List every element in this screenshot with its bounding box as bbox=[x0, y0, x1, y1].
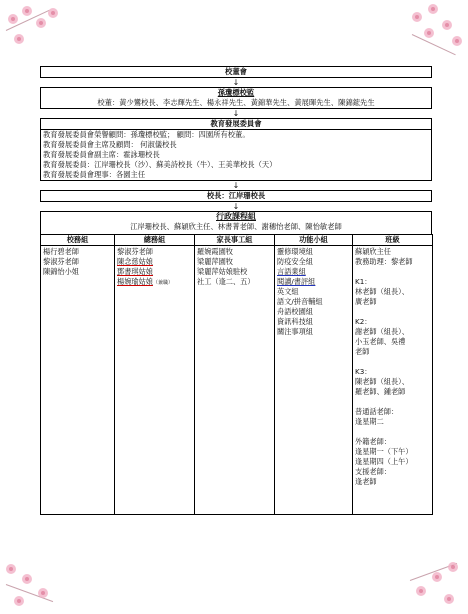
floral-decoration-top-right bbox=[398, 0, 468, 70]
member-name: 陳念慈姑娘 bbox=[117, 257, 153, 266]
class-line bbox=[355, 307, 430, 317]
admin-members: 江岸珊校長、蘇穎欣主任、林書菁老師、謝穗怡老師、陳怡敏老師 bbox=[130, 222, 342, 231]
function-groups-cell bbox=[275, 246, 353, 515]
group-header: 總務組 bbox=[115, 235, 195, 246]
class-line: 林老師（組長）、 bbox=[355, 287, 409, 296]
function-group: 閱讀/書評組 bbox=[277, 277, 316, 286]
class-line: 逢星期四（上午） bbox=[355, 457, 413, 466]
down-arrow-icon: ↓ bbox=[232, 181, 240, 190]
class-line: 普通話老師： bbox=[355, 407, 399, 416]
member-name: 黎淑芬老師 bbox=[117, 247, 153, 256]
admin-title: 行政課程組 bbox=[216, 212, 256, 221]
group-header: 校務組 bbox=[41, 235, 115, 246]
class-line bbox=[355, 397, 430, 407]
class-line: 廣老師 bbox=[355, 297, 377, 306]
function-group: 靈修環境組 bbox=[277, 247, 313, 256]
class-line: 外籍老師： bbox=[355, 437, 391, 446]
class-line: 支援老師： bbox=[355, 467, 391, 476]
floral-decoration-bottom-right bbox=[398, 550, 468, 614]
general-affairs-cell bbox=[115, 246, 195, 515]
group-header: 功能小組 bbox=[275, 235, 353, 246]
function-group: 言語業組 bbox=[277, 267, 306, 276]
principal-box bbox=[40, 190, 432, 202]
org-chart bbox=[40, 66, 432, 515]
supervisor-title: 孫瓊標校監 bbox=[217, 88, 255, 97]
member-name: 社工（逢二、五） bbox=[197, 277, 255, 286]
member-name: 梁麗萍姑娘駐校 bbox=[197, 267, 248, 276]
function-group: 舟語校園組 bbox=[277, 307, 313, 316]
group-header: 家長事工組 bbox=[195, 235, 275, 246]
class-line: K3： bbox=[355, 367, 372, 376]
committee-line: 教育發展委員會理事：各園主任 bbox=[43, 170, 146, 179]
floral-decoration-bottom-left bbox=[0, 550, 70, 614]
member-name: 鄧書琪姑娘 bbox=[117, 267, 153, 276]
school-affairs-cell bbox=[41, 246, 115, 515]
floral-decoration-top-left bbox=[0, 0, 70, 70]
supervisor-box bbox=[40, 87, 432, 109]
group-header: 班級 bbox=[353, 235, 433, 246]
class-line: 逢星期一（下午） bbox=[355, 447, 413, 456]
class-line: 陳老師（組長）、 bbox=[355, 377, 409, 386]
function-group: 關注事項組 bbox=[277, 327, 313, 336]
class-line: K1： bbox=[355, 277, 372, 286]
member-name: 梁麗萍園牧 bbox=[197, 257, 233, 266]
supervisor-members: 校董：黃少鸞校長、李志輝先生、楊永祥先生、黃錦華先生、黃展暉先生、陳錦鋐先生 bbox=[97, 98, 375, 107]
board-title: 校董會 bbox=[225, 67, 247, 76]
board-box bbox=[40, 66, 432, 78]
member-name: 楊行碧老師 bbox=[43, 247, 79, 256]
member-name: 陳錦怡小姐 bbox=[43, 267, 79, 276]
down-arrow-icon: ↓ bbox=[232, 109, 240, 118]
class-line: 老師 bbox=[355, 347, 370, 356]
class-line: 逢老師 bbox=[355, 477, 377, 486]
class-line: K2： bbox=[355, 317, 372, 326]
member-name: 羅婉霞園牧 bbox=[197, 247, 233, 256]
function-group: 資訊科技組 bbox=[277, 317, 313, 326]
class-line: 謝老師（組長）、 bbox=[355, 327, 409, 336]
class-line: 逢星期二 bbox=[355, 417, 384, 426]
function-group: 英文組 bbox=[277, 287, 299, 296]
class-line: 羅老師、鍾老師 bbox=[355, 387, 406, 396]
function-group: 防疫安全組 bbox=[277, 257, 313, 266]
principal-title: 校長：江岸珊校長 bbox=[206, 191, 266, 200]
class-line: 蘇穎欣主任 bbox=[355, 247, 391, 256]
down-arrow-icon: ↓ bbox=[232, 78, 240, 87]
classes-cell bbox=[353, 246, 433, 515]
committee-line: 教育發展委員會榮譽顧問：孫瓊標校監； 顧問：四園所有校董。 bbox=[43, 130, 250, 139]
class-line: 小玉老師、吳禮 bbox=[355, 337, 406, 346]
class-line bbox=[355, 267, 430, 277]
class-line: 教務助理：黎老師 bbox=[355, 257, 413, 266]
class-line bbox=[355, 427, 430, 437]
down-arrow-icon: ↓ bbox=[232, 202, 240, 211]
member-name: 黎淑芬老師 bbox=[43, 257, 79, 266]
committee-line: 教育發展委員：江岸珊校長（沙）、蘇美詩校長（牛）、王美華校長（天） bbox=[43, 160, 277, 169]
committee-title: 教育發展委員會 bbox=[41, 119, 431, 130]
part-time-note: （兼職） bbox=[152, 280, 173, 286]
groups-table bbox=[40, 234, 433, 515]
parent-ministry-cell bbox=[195, 246, 275, 515]
function-group: 語文/拼音輔組 bbox=[277, 297, 323, 306]
class-line bbox=[355, 357, 430, 367]
admin-box bbox=[40, 211, 432, 234]
committee-box bbox=[40, 118, 432, 181]
committee-line: 教育發展委員會副主席：霍詠珊校長 bbox=[43, 150, 160, 159]
member-name: 楊婉瑜姑娘 bbox=[117, 277, 153, 286]
committee-line: 教育發展委員會主席及顧問： 何淑儀校長 bbox=[43, 140, 177, 149]
